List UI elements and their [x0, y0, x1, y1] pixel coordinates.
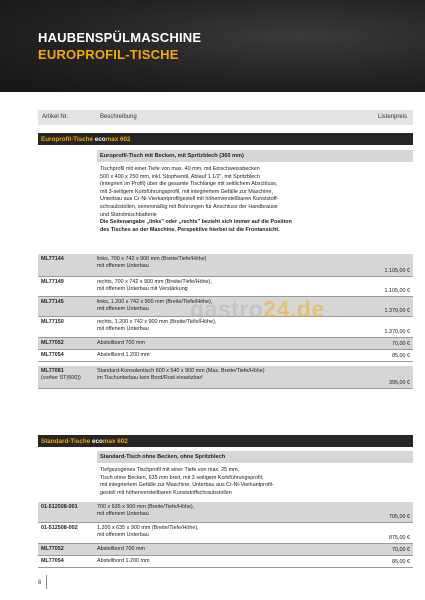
- col-listenpreis: Listenpreis: [377, 114, 407, 120]
- row-desc: mit offenem Unterbau: [97, 263, 149, 270]
- detail-title: [97, 451, 413, 463]
- article-number: ML77149: [41, 279, 64, 285]
- section-label: Standard-Tische: [41, 437, 92, 445]
- brand-eco: eco: [94, 135, 106, 143]
- row-price: 70,00 €: [392, 341, 410, 347]
- brand-number: 602: [118, 135, 131, 143]
- detail-body: [97, 467, 413, 497]
- table-row: [38, 544, 413, 556]
- brand-number: 602: [115, 437, 128, 445]
- row-price: 1.370,00 €: [384, 308, 410, 314]
- row-price: 1.105,00 €: [384, 268, 410, 274]
- detail-line: gestell mit höhenverstellbaren Kunststoffschraubstollen: [100, 489, 232, 496]
- column-header: [38, 110, 413, 125]
- brand-max: max: [102, 437, 116, 445]
- section-label: Europrofil-Tische: [41, 135, 95, 143]
- table-row: [38, 254, 413, 277]
- table-row: [38, 523, 413, 544]
- article-number: ML77144: [41, 256, 64, 262]
- page-divider: [46, 575, 47, 589]
- table-row: [38, 502, 413, 523]
- table-row: [38, 277, 413, 297]
- row-price: 1.370,00 €: [384, 329, 410, 335]
- detail-line: und Standmischbatterie: [100, 211, 157, 218]
- row-desc: mit offenem Unterbau: [97, 326, 149, 333]
- page-header: [0, 0, 425, 92]
- page-subtitle: EUROPROFIL-TISCHE: [38, 47, 179, 62]
- row-desc: mit offenem Unterbau: [97, 532, 149, 539]
- row-desc: 1.200 x 635 x 900 mm (Breite/Tiefe/Höhe),: [97, 525, 199, 531]
- detail-title-text: Standard-Tisch ohne Becken, ohne Spritzblech: [100, 454, 226, 460]
- row-price: 395,00 €: [389, 380, 410, 386]
- row-price: 875,00 €: [389, 535, 410, 541]
- brand-max: max: [105, 135, 119, 143]
- page-title: HAUBENSPÜLMASCHINE: [38, 30, 202, 45]
- detail-line: Tiefgezogenes Tischprofil mit einer Tiefe von max. 25 mm,: [100, 467, 240, 473]
- page-number: 6: [38, 580, 42, 586]
- row-desc: rechts, 700 x 742 x 900 mm (Breite/Tiefe/Höhe),: [97, 279, 212, 285]
- row-price: 70,00 €: [392, 547, 410, 553]
- col-beschreibung: Beschreibung: [100, 114, 137, 120]
- detail-line: Tisch ohne Becken, 635 mm breit, mit 3 seitigem Korbführungsprofil,: [100, 474, 264, 481]
- detail-line: mit integriertem Gefälle zur Maschine, Unterbau aus Cr-Ni-Vierkantprofil-: [100, 482, 274, 489]
- article-number: ML77054: [41, 558, 64, 564]
- article-number: ML77054: [41, 352, 64, 358]
- detail-line: Tischprofil mit einer Tiefe von max. 40 mm, mit Einschweissbecken: [100, 166, 260, 172]
- row-price: 1.105,00 €: [384, 288, 410, 294]
- detail-line: Unterbau aus Cr-Ni-Vierkantprofilgestell mit höhenverstellbaren Kunststoff-: [100, 196, 279, 203]
- row-desc: mit offenem Unterbau mit Verstärkung: [97, 286, 188, 293]
- row-desc: links, 1.200 x 742 x 900 mm (Breite/Tiefe/Höhe),: [97, 299, 213, 305]
- article-number: ML77150: [41, 319, 64, 325]
- row-price: 85,00 €: [392, 353, 410, 359]
- article-number: 01-512508-002: [41, 525, 78, 531]
- article-number: ML77052: [41, 546, 64, 552]
- detail-body: [97, 166, 413, 234]
- detail-note: Die Seitenangabe „links" oder „rechts" bezieht sich immer auf die Position: [100, 219, 292, 226]
- table-row: [38, 338, 413, 350]
- detail-title-text: Europrofil-Tisch mit Becken, mit Spritzblech (360 mm): [100, 153, 244, 159]
- section-header-europrofil: [38, 133, 413, 145]
- detail-title: [97, 150, 413, 162]
- watermark-pre: gastro: [190, 296, 264, 322]
- row-desc: links, 700 x 742 x 900 mm (Breite/Tiefe/Höhe): [97, 256, 207, 262]
- row-desc: mit offenem Unterbau: [97, 306, 149, 313]
- article-note: (vorher ST(600)): [41, 375, 81, 382]
- table-row: [38, 366, 413, 389]
- article-number: ML77081: [41, 368, 64, 374]
- col-artikel: Artikel Nr.: [42, 114, 69, 120]
- row-price: 705,00 €: [389, 514, 410, 520]
- detail-line: (integriert im Profil) über die gesamte Tischlänge mit seitlichem Abschluss,: [100, 181, 278, 188]
- table-row: [38, 350, 413, 362]
- row-price: 85,00 €: [392, 559, 410, 565]
- row-desc: rechts, 1.200 x 742 x 900 mm (Breite/Tiefe/Höhe),: [97, 319, 217, 325]
- row-desc: im Tischunterbau kein Bord/Rost einsetzbar!: [97, 375, 203, 382]
- watermark-post: 24.de: [263, 296, 325, 322]
- detail-line: 500 x 400 x 250 mm, inkl. Stopfventil, Ablauf 1 1/2", mit Spritzblech: [100, 173, 260, 180]
- row-desc: Abstellbord 700 mm: [97, 546, 145, 552]
- row-desc: Standard-Konsolentisch 600 x 540 x 900 mm (Max. Breite/Tiefe/Höhe): [97, 368, 265, 374]
- watermark: [190, 296, 325, 323]
- article-number: ML77052: [41, 340, 64, 346]
- table-row: [38, 556, 413, 568]
- section-header-standard: [38, 435, 413, 447]
- article-number: 01-512508-001: [41, 504, 78, 510]
- row-desc: Abstellbord 1.200 mm: [97, 558, 150, 564]
- brand-eco: eco: [91, 437, 103, 445]
- row-desc: Abstellbord 1.200 mm: [97, 352, 150, 358]
- row-desc: 700 x 635 x 900 mm (Breite/Tiefe/Höhe),: [97, 504, 195, 510]
- row-desc: Abstellbord 700 mm: [97, 340, 145, 346]
- detail-note: des Tisches an der Maschine. Perspektive hierbei ist die Frontansicht.: [100, 226, 280, 233]
- detail-line: schraubstollen, serienmäßig mit Bohrungen für Anschluss der Handbrause: [100, 203, 278, 210]
- row-desc: mit offenem Unterbau: [97, 511, 149, 518]
- detail-line: mit 3-seitigem Korbführungsprofil, mit integriertem Gefälle zur Maschine,: [100, 188, 273, 195]
- article-number: ML77145: [41, 299, 64, 305]
